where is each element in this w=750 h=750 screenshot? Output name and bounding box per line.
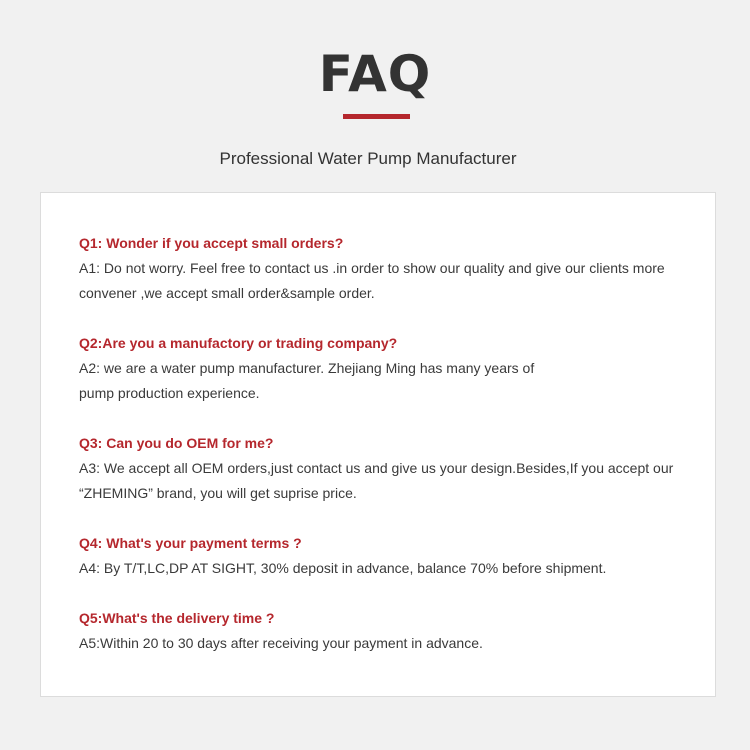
faq-answer [79, 456, 689, 506]
faq-answer-line: convener ,we accept small order&sample order. [79, 285, 375, 301]
faq-list [79, 231, 689, 681]
faq-answer-line: A3: We accept all OEM orders,just contact us and give us your design.Besides,If you accept our [79, 460, 674, 476]
faq-item-2 [79, 331, 689, 406]
faq-answer-line: A2: we are a water pump manufacturer. Zhejiang Ming has many years of [79, 360, 535, 376]
faq-item-3 [79, 431, 689, 506]
faq-answer-line: pump production experience. [79, 385, 260, 401]
faq-question: Q4: What's your payment terms ? [79, 535, 302, 551]
faq-panel [40, 192, 716, 697]
faq-question: Q3: Can you do OEM for me? [79, 435, 274, 451]
faq-answer-line: “ZHEMING” brand, you will get suprise price. [79, 485, 357, 501]
faq-item-4 [79, 531, 689, 581]
faq-answer [79, 631, 689, 656]
faq-answer-line: A5:Within 20 to 30 days after receiving your payment in advance. [79, 635, 483, 651]
title-underline [343, 114, 410, 119]
faq-answer-line: A1: Do not worry. Feel free to contact us .in order to show our quality and give our clients more [79, 260, 665, 276]
faq-item-5 [79, 606, 689, 656]
faq-title: FAQ [318, 45, 432, 103]
faq-question: Q1: Wonder if you accept small orders? [79, 235, 344, 251]
faq-question: Q2:Are you a manufactory or trading company? [79, 335, 398, 351]
faq-item-1 [79, 231, 689, 306]
faq-answer-line: A4: By T/T,LC,DP AT SIGHT, 30% deposit in advance, balance 70% before shipment. [79, 560, 607, 576]
faq-answer [79, 256, 689, 306]
faq-question: Q5:What's the delivery time ? [79, 610, 275, 626]
faq-answer [79, 556, 689, 581]
page-subtitle: Professional Water Pump Manufacturer [219, 149, 517, 168]
faq-answer [79, 356, 689, 406]
